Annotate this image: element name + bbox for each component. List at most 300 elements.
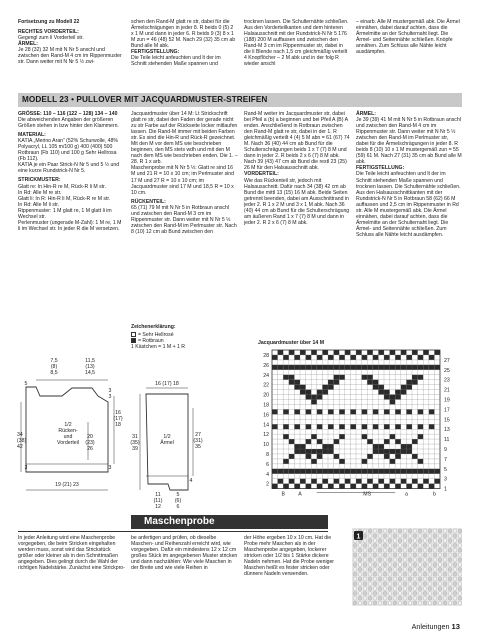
chart-stitch-dark bbox=[328, 444, 334, 449]
dim-label: 16 (17) 18 bbox=[155, 381, 179, 387]
swatch-stitch bbox=[388, 558, 392, 562]
swatch-stitch bbox=[438, 596, 442, 600]
swatch-stitch bbox=[428, 567, 432, 571]
swatch-stitch bbox=[438, 534, 442, 538]
chart-stitch-dark bbox=[306, 409, 312, 414]
dim-label: (35) bbox=[130, 440, 140, 446]
paragraph: schen den Rand-M glatt re str, dabei für die Ärmelschrägungen in jeder 8. R beids 0 (5) 2 x 1 M und dann in jeder 6. R beids 9 (3) 8 x 1 M zun = 46 (48) 52 M. Nach 29 (32) 35 cm ab Bund alle M abk. bbox=[131, 19, 236, 50]
chart-stitch-dark bbox=[300, 390, 306, 395]
swatch-stitch bbox=[423, 567, 427, 571]
swatch-stitch bbox=[428, 563, 432, 567]
chart-stitch-dark bbox=[328, 424, 334, 429]
swatch-stitch bbox=[413, 572, 417, 576]
swatch-stitch bbox=[363, 567, 367, 571]
row-number-right: 7 bbox=[444, 456, 447, 463]
swatch-stitch bbox=[453, 567, 457, 571]
chart-stitch-dark bbox=[390, 434, 396, 439]
chart-stitch-dark bbox=[390, 459, 396, 464]
swatch-stitch bbox=[433, 539, 437, 543]
chart-stitch-dark bbox=[334, 350, 340, 355]
swatch-stitch bbox=[413, 529, 417, 533]
swatch-stitch bbox=[418, 558, 422, 562]
swatch-stitch bbox=[398, 596, 402, 600]
swatch-stitch bbox=[433, 563, 437, 567]
chart-stitch-dark bbox=[350, 409, 356, 414]
chart-stitch-dark bbox=[334, 454, 340, 459]
swatch-stitch bbox=[358, 577, 362, 581]
chart-stitch-dark bbox=[306, 484, 312, 489]
swatch-stitch bbox=[373, 572, 377, 576]
chart-stitch-dark bbox=[362, 365, 368, 370]
dim-label: (13) bbox=[85, 364, 95, 370]
subheading: RÜCKENTEIL: bbox=[131, 198, 166, 205]
swatch-stitch bbox=[448, 572, 452, 576]
chart-stitch-dark bbox=[356, 365, 362, 370]
chart-stitch-dark bbox=[378, 479, 384, 484]
chart-stitch-dark bbox=[384, 395, 390, 400]
swatch-stitch bbox=[408, 558, 412, 562]
swatch-stitch bbox=[433, 572, 437, 576]
swatch-stitch bbox=[388, 601, 392, 605]
swatch-stitch bbox=[428, 534, 432, 538]
swatch-stitch bbox=[398, 534, 402, 538]
swatch-stitch bbox=[353, 572, 357, 576]
swatch-stitch bbox=[353, 548, 357, 552]
piece-label: und bbox=[63, 434, 73, 440]
swatch-stitch bbox=[363, 534, 367, 538]
swatch-stitch bbox=[363, 582, 367, 586]
continuation-col-1 bbox=[18, 19, 124, 87]
chart-stitch-dark bbox=[294, 444, 300, 449]
chart-stitch-dark bbox=[395, 439, 401, 444]
swatch-stitch bbox=[373, 596, 377, 600]
swatch-stitch bbox=[373, 534, 377, 538]
swatch-stitch bbox=[438, 587, 442, 591]
chart-stitch-dark bbox=[401, 365, 407, 370]
swatch-stitch bbox=[458, 563, 462, 567]
swatch-stitch bbox=[418, 596, 422, 600]
swatch-stitch bbox=[403, 572, 407, 576]
chart-stitch-dark bbox=[406, 385, 412, 390]
chart-stitch-dark bbox=[300, 449, 306, 454]
swatch-stitch bbox=[448, 543, 452, 547]
chart-stitch-dark bbox=[283, 469, 289, 474]
swatch-stitch bbox=[408, 572, 412, 576]
piece-label: Rücken- bbox=[58, 428, 78, 434]
swatch-stitch bbox=[433, 558, 437, 562]
row-number-right: 27 bbox=[444, 357, 450, 364]
dim-label: 12 bbox=[155, 504, 161, 510]
swatch-stitch bbox=[353, 567, 357, 571]
swatch-stitch bbox=[403, 587, 407, 591]
chart-stitch-dark bbox=[294, 409, 300, 414]
swatch-stitch bbox=[368, 577, 372, 581]
swatch-stitch bbox=[428, 539, 432, 543]
swatch-stitch bbox=[423, 582, 427, 586]
chart-stitch-dark bbox=[334, 439, 340, 444]
paragraph: In jeder Anleitung wird eine Maschenprobe vorgegeben, die beim Stricken eingehalten werden muss, sonst wird das Strickstück größer oder kleiner als in den Schnittmaßen angegeben. Dies gelingt durch die Wahl der richtigen Nadelstärke. Zunächst eine Strickpro- bbox=[18, 535, 125, 572]
swatch-stitch bbox=[413, 587, 417, 591]
swatch-stitch bbox=[408, 529, 412, 533]
swatch-stitch bbox=[408, 587, 412, 591]
chart-stitch-dark bbox=[362, 459, 368, 464]
paragraph: Jacquardmuster über 14 M: Lt Strickschrift glatt re str, dabei den Faden der gerade nicht zu str Farbe auf der Rückseite locker mitlaufen lassen. Die Rand-M immer mit beiden Farben str. Es sind die Hin-R und Rück-R gezeichnet. Mit den M vor dem MS wie beschrieben beginnen, den MS stets wdh und mit den M nach dem MS wie beschrieben enden. Die 1. – 28. R 1 x arb. bbox=[131, 111, 238, 166]
swatch-stitch bbox=[433, 553, 437, 557]
chart-stitch-dark bbox=[412, 479, 418, 484]
swatch-stitch bbox=[388, 553, 392, 557]
maschenprobe-col-3 bbox=[244, 535, 344, 615]
chart-stitch-dark bbox=[289, 350, 295, 355]
chart-stitch-dark bbox=[373, 444, 379, 449]
swatch-stitch bbox=[448, 582, 452, 586]
chart-stitch-dark bbox=[367, 469, 373, 474]
swatch-stitch bbox=[388, 596, 392, 600]
row-number-left: 10 bbox=[263, 442, 269, 449]
dim-label: 11,5 bbox=[85, 358, 95, 364]
chart-stitch-dark bbox=[339, 424, 345, 429]
swatch-stitch bbox=[423, 572, 427, 576]
chart-stitch-dark bbox=[367, 350, 373, 355]
dim-label: (31) bbox=[193, 438, 203, 444]
chart-stitch-dark bbox=[311, 434, 317, 439]
swatch-stitch bbox=[358, 548, 362, 552]
chart-stitch-dark bbox=[373, 365, 379, 370]
chart-stitch-dark bbox=[289, 479, 295, 484]
chart-stitch-dark bbox=[350, 365, 356, 370]
chart-stitch-dark bbox=[278, 350, 284, 355]
swatch-stitch bbox=[453, 601, 457, 605]
row-number-right: 11 bbox=[444, 437, 450, 444]
swatch-stitch bbox=[353, 587, 357, 591]
dim-label: 39 bbox=[132, 446, 138, 452]
swatch-stitch bbox=[423, 534, 427, 538]
chart-stitch-dark bbox=[356, 469, 362, 474]
chart-stitch-dark bbox=[390, 449, 396, 454]
chart-stitch-dark bbox=[423, 469, 429, 474]
swatch-stitch bbox=[378, 601, 382, 605]
swatch-stitch bbox=[403, 548, 407, 552]
swatch-stitch bbox=[438, 563, 442, 567]
swatch-stitch bbox=[368, 558, 372, 562]
chart-stitch-dark bbox=[406, 365, 412, 370]
swatch-stitch bbox=[383, 553, 387, 557]
swatch-stitch bbox=[358, 567, 362, 571]
dim-label: 3 bbox=[108, 465, 112, 471]
swatch-stitch bbox=[443, 548, 447, 552]
chart-stitch-dark bbox=[339, 434, 345, 439]
swatch-stitch bbox=[383, 563, 387, 567]
swatch-stitch bbox=[383, 582, 387, 586]
swatch-stitch bbox=[378, 529, 382, 533]
chart-stitch-dark bbox=[395, 449, 401, 454]
swatch-stitch bbox=[353, 577, 357, 581]
swatch-stitch bbox=[418, 567, 422, 571]
swatch-stitch bbox=[428, 591, 432, 595]
chart-stitch-dark bbox=[306, 424, 312, 429]
dim-label: (23) bbox=[85, 440, 95, 446]
row-number-right: 13 bbox=[444, 427, 450, 434]
sleeve-schematic bbox=[130, 378, 202, 530]
chart-stitch-dark bbox=[300, 385, 306, 390]
subheading: ÄRMEL: bbox=[18, 41, 38, 48]
chart-stitch-dark bbox=[283, 424, 289, 429]
chart-stitch-dark bbox=[434, 365, 440, 370]
chart-stitch-dark bbox=[384, 365, 390, 370]
swatch-stitch bbox=[378, 587, 382, 591]
swatch-stitch bbox=[453, 582, 457, 586]
swatch-stitch bbox=[363, 529, 367, 533]
chart-stitch-dark bbox=[350, 355, 356, 360]
swatch-stitch bbox=[423, 596, 427, 600]
paragraph: Maschenprobe mit N Nr 5 ½: Glatt re sind 16 M und 21 R = 10 x 10 cm; im Perlmuster sind 17 M und 27 R = 10 x 10 cm; im Jacquardmuster sind 17 M und 18,5 R = 10 x 10 cm. bbox=[131, 165, 234, 196]
swatch-stitch bbox=[428, 553, 432, 557]
swatch-stitch bbox=[398, 539, 402, 543]
paragraph: Glatt re: In Hin-R re M, Rück-R li M str. bbox=[18, 183, 106, 190]
chart-stitch-dark bbox=[272, 355, 278, 360]
swatch-stitch bbox=[438, 558, 442, 562]
swatch-stitch bbox=[433, 548, 437, 552]
paragraph: Je 28 (32) 32 M mit N Nr 5 anschl und zwischen den Rand-M 4 cm im Rippenmuster str. Dann weiter mit N Nr 5 ½ zwi- bbox=[18, 47, 122, 66]
subheading: FERTIGSTELLUNG: bbox=[356, 165, 405, 172]
swatch-stitch bbox=[393, 601, 397, 605]
chart-stitch-dark bbox=[345, 365, 351, 370]
chart-stitch-dark bbox=[384, 469, 390, 474]
swatch-stitch bbox=[428, 582, 432, 586]
chart-stitch-dark bbox=[317, 469, 323, 474]
subheading: ÄRMEL: bbox=[356, 111, 376, 117]
legend-scale: 1 Kästchen = 1 M + 1 R bbox=[131, 344, 186, 351]
dim-label: 11 bbox=[155, 492, 161, 498]
chart-stitch-dark bbox=[311, 395, 317, 400]
swatch-stitch bbox=[408, 591, 412, 595]
swatch-stitch bbox=[418, 534, 422, 538]
swatch-stitch bbox=[438, 582, 442, 586]
chart-stitch-dark bbox=[423, 365, 429, 370]
swatch-stitch bbox=[398, 548, 402, 552]
swatch-stitch bbox=[398, 553, 402, 557]
swatch-stitch bbox=[403, 582, 407, 586]
chart-stitch-dark bbox=[378, 444, 384, 449]
swatch-stitch bbox=[393, 539, 397, 543]
swatch-stitch bbox=[393, 591, 397, 595]
swatch-stitch bbox=[383, 548, 387, 552]
swatch-stitch bbox=[353, 601, 357, 605]
chart-stitch-dark bbox=[373, 449, 379, 454]
chart-stitch-dark bbox=[294, 484, 300, 489]
chart-stitch-dark bbox=[339, 355, 345, 360]
swatch-stitch bbox=[373, 601, 377, 605]
piece-label: Ärmel bbox=[160, 440, 174, 446]
chart-stitch-dark bbox=[395, 454, 401, 459]
chart-stitch-dark bbox=[278, 469, 284, 474]
swatch-stitch bbox=[438, 548, 442, 552]
paragraph: Rand-M weiter im Jacquardmuster str, dabei bei Pfeil a (b) a beginnen und bei Pfeil A (B) A enden. Anschließend in Rotbraun zwischen den Rand-M glatt re str, dabei in der 1. R gleichmäßig verteilt 4 (4) 5 M abn = 61 (67) 74 M. Nach 36 (40) 44 cm ab Bund für die Schulterschrägungen beids 1 x 7 (7) 8 M und dann in jeder 2. R beids 2 x 6 (7) 8 M abk. Nach 39 (43) 47 cm ab Bund die restl 23 (25) 26 M für den Halsausschnitt abk. bbox=[244, 111, 350, 172]
swatch-stitch bbox=[448, 587, 452, 591]
chart-stitch-dark bbox=[322, 449, 328, 454]
swatch-stitch bbox=[458, 596, 462, 600]
swatch-stitch bbox=[368, 591, 372, 595]
swatch-stitch bbox=[453, 534, 457, 538]
paragraph: Die abweichenden Angaben der größeren Größen stehen in bzw hinter den Klammern. bbox=[18, 117, 119, 130]
swatch-stitch bbox=[368, 539, 372, 543]
continuation-col-2 bbox=[131, 19, 237, 87]
size-heading: GRÖSSE: 110 – 116 (122 – 128) 134 – 140 bbox=[18, 111, 118, 117]
row-number-left: 6 bbox=[266, 461, 269, 468]
chart-stitch-dark bbox=[294, 469, 300, 474]
chart-stitch-dark bbox=[322, 469, 328, 474]
swatch-stitch bbox=[393, 543, 397, 547]
swatch-stitch bbox=[378, 539, 382, 543]
swatch-stitch bbox=[428, 596, 432, 600]
chart-stitch-dark bbox=[311, 449, 317, 454]
chart-stitch-dark bbox=[401, 385, 407, 390]
chart-stitch-dark bbox=[339, 484, 345, 489]
swatch-stitch bbox=[398, 587, 402, 591]
chart-stitch-dark bbox=[278, 365, 284, 370]
chart-stitch-dark bbox=[429, 469, 435, 474]
chart-stitch-dark bbox=[395, 484, 401, 489]
swatch-stitch bbox=[448, 539, 452, 543]
swatch-stitch bbox=[458, 577, 462, 581]
swatch-stitch bbox=[458, 567, 462, 571]
chart-stitch-dark bbox=[306, 469, 312, 474]
swatch-stitch bbox=[358, 601, 362, 605]
swatch-stitch bbox=[443, 553, 447, 557]
chart-stitch-dark bbox=[390, 350, 396, 355]
swatch-stitch bbox=[393, 572, 397, 576]
chart-stitch-dark bbox=[356, 479, 362, 484]
swatch-stitch bbox=[458, 587, 462, 591]
chart-stitch-dark bbox=[406, 355, 412, 360]
piece-label: Vorderteil bbox=[57, 440, 79, 446]
swatch-stitch bbox=[448, 567, 452, 571]
chart-stitch-dark bbox=[378, 469, 384, 474]
swatch-stitch bbox=[373, 539, 377, 543]
swatch-stitch bbox=[373, 563, 377, 567]
dim-label: 20 bbox=[87, 434, 93, 440]
swatch-stitch bbox=[368, 601, 372, 605]
chart-stitch-dark bbox=[317, 484, 323, 489]
marker-label: B bbox=[281, 491, 285, 498]
chart-stitch-dark bbox=[406, 444, 412, 449]
chart-stitch-dark bbox=[384, 454, 390, 459]
row-number-left: 2 bbox=[266, 481, 269, 488]
swatch-stitch bbox=[413, 539, 417, 543]
swatch-stitch bbox=[458, 582, 462, 586]
swatch-stitch bbox=[378, 572, 382, 576]
chart-stitch-dark bbox=[434, 469, 440, 474]
swatch-stitch bbox=[418, 543, 422, 547]
chart-stitch-dark bbox=[412, 469, 418, 474]
swatch-stitch bbox=[408, 539, 412, 543]
chart-stitch-dark bbox=[412, 380, 418, 385]
chart-stitch-dark bbox=[334, 365, 340, 370]
chart-stitch-dark bbox=[384, 439, 390, 444]
chart-stitch-dark bbox=[317, 390, 323, 395]
swatch-stitch bbox=[423, 529, 427, 533]
swatch-stitch bbox=[363, 548, 367, 552]
swatch-stitch bbox=[403, 567, 407, 571]
swatch-stitch bbox=[378, 534, 382, 538]
swatch-stitch bbox=[413, 596, 417, 600]
swatch-stitch bbox=[398, 563, 402, 567]
dim-label: 6 bbox=[176, 504, 180, 510]
chart-stitch-dark bbox=[423, 350, 429, 355]
swatch-stitch bbox=[373, 567, 377, 571]
swatch-stitch bbox=[378, 582, 382, 586]
row-number-left: 4 bbox=[266, 471, 269, 478]
swatch-stitch bbox=[458, 548, 462, 552]
swatch-stitch bbox=[378, 553, 382, 557]
chart-stitch-dark bbox=[328, 355, 334, 360]
chart-stitch-dark bbox=[317, 439, 323, 444]
swatch-stitch bbox=[453, 539, 457, 543]
chart-stitch-dark bbox=[429, 355, 435, 360]
swatch-stitch bbox=[448, 548, 452, 552]
swatch-stitch bbox=[423, 553, 427, 557]
swatch-stitch bbox=[423, 548, 427, 552]
chart-stitch-dark bbox=[334, 375, 340, 380]
chart-stitch-dark bbox=[418, 484, 424, 489]
swatch-stitch bbox=[428, 577, 432, 581]
dim-label: 31 bbox=[132, 434, 138, 440]
chart-stitch-dark bbox=[429, 424, 435, 429]
chart-stitch-dark bbox=[289, 375, 295, 380]
chart-stitch-dark bbox=[272, 469, 278, 474]
chart-stitch-dark bbox=[378, 449, 384, 454]
swatch-stitch bbox=[388, 543, 392, 547]
swatch-stitch bbox=[433, 534, 437, 538]
chart-stitch-dark bbox=[356, 350, 362, 355]
swatch-stitch bbox=[428, 601, 432, 605]
chart-stitch-dark bbox=[306, 390, 312, 395]
swatch-stitch bbox=[423, 577, 427, 581]
subheading: RECHTES VORDERTEIL: bbox=[18, 29, 79, 36]
chart-stitch-dark bbox=[373, 484, 379, 489]
swatch-stitch bbox=[398, 582, 402, 586]
swatch-stitch bbox=[358, 558, 362, 562]
swatch-stitch bbox=[403, 591, 407, 595]
chart-stitch-dark bbox=[406, 469, 412, 474]
swatch-stitch bbox=[443, 529, 447, 533]
row-number-left: 12 bbox=[263, 432, 269, 439]
swatch-stitch bbox=[393, 567, 397, 571]
swatch-stitch bbox=[423, 543, 427, 547]
marker-label: b bbox=[432, 491, 436, 498]
paragraph: Glatt li: In R: Hin-R li M, Rück-R re M str. bbox=[18, 195, 111, 202]
chart-stitch-dark bbox=[362, 424, 368, 429]
dark-swatch-icon bbox=[131, 338, 136, 343]
swatch-stitch bbox=[368, 553, 372, 557]
swatch-stitch bbox=[363, 587, 367, 591]
swatch-stitch bbox=[358, 572, 362, 576]
swatch-stitch bbox=[383, 529, 387, 533]
swatch-stitch bbox=[383, 577, 387, 581]
subheading: VORDERTEIL: bbox=[244, 171, 279, 178]
chart-stitch-dark bbox=[311, 350, 317, 355]
swatch-stitch bbox=[383, 567, 387, 571]
chart-stitch-dark bbox=[317, 409, 323, 414]
swatch-stitch bbox=[388, 582, 392, 586]
swatch-stitch bbox=[448, 534, 452, 538]
model-title-band bbox=[18, 93, 462, 107]
swatch-stitch bbox=[423, 587, 427, 591]
swatch-stitch bbox=[408, 577, 412, 581]
maschenprobe-col-1 bbox=[18, 535, 125, 615]
chart-stitch-dark bbox=[294, 385, 300, 390]
row-number-right: 15 bbox=[444, 417, 450, 424]
swatch-stitch bbox=[368, 563, 372, 567]
